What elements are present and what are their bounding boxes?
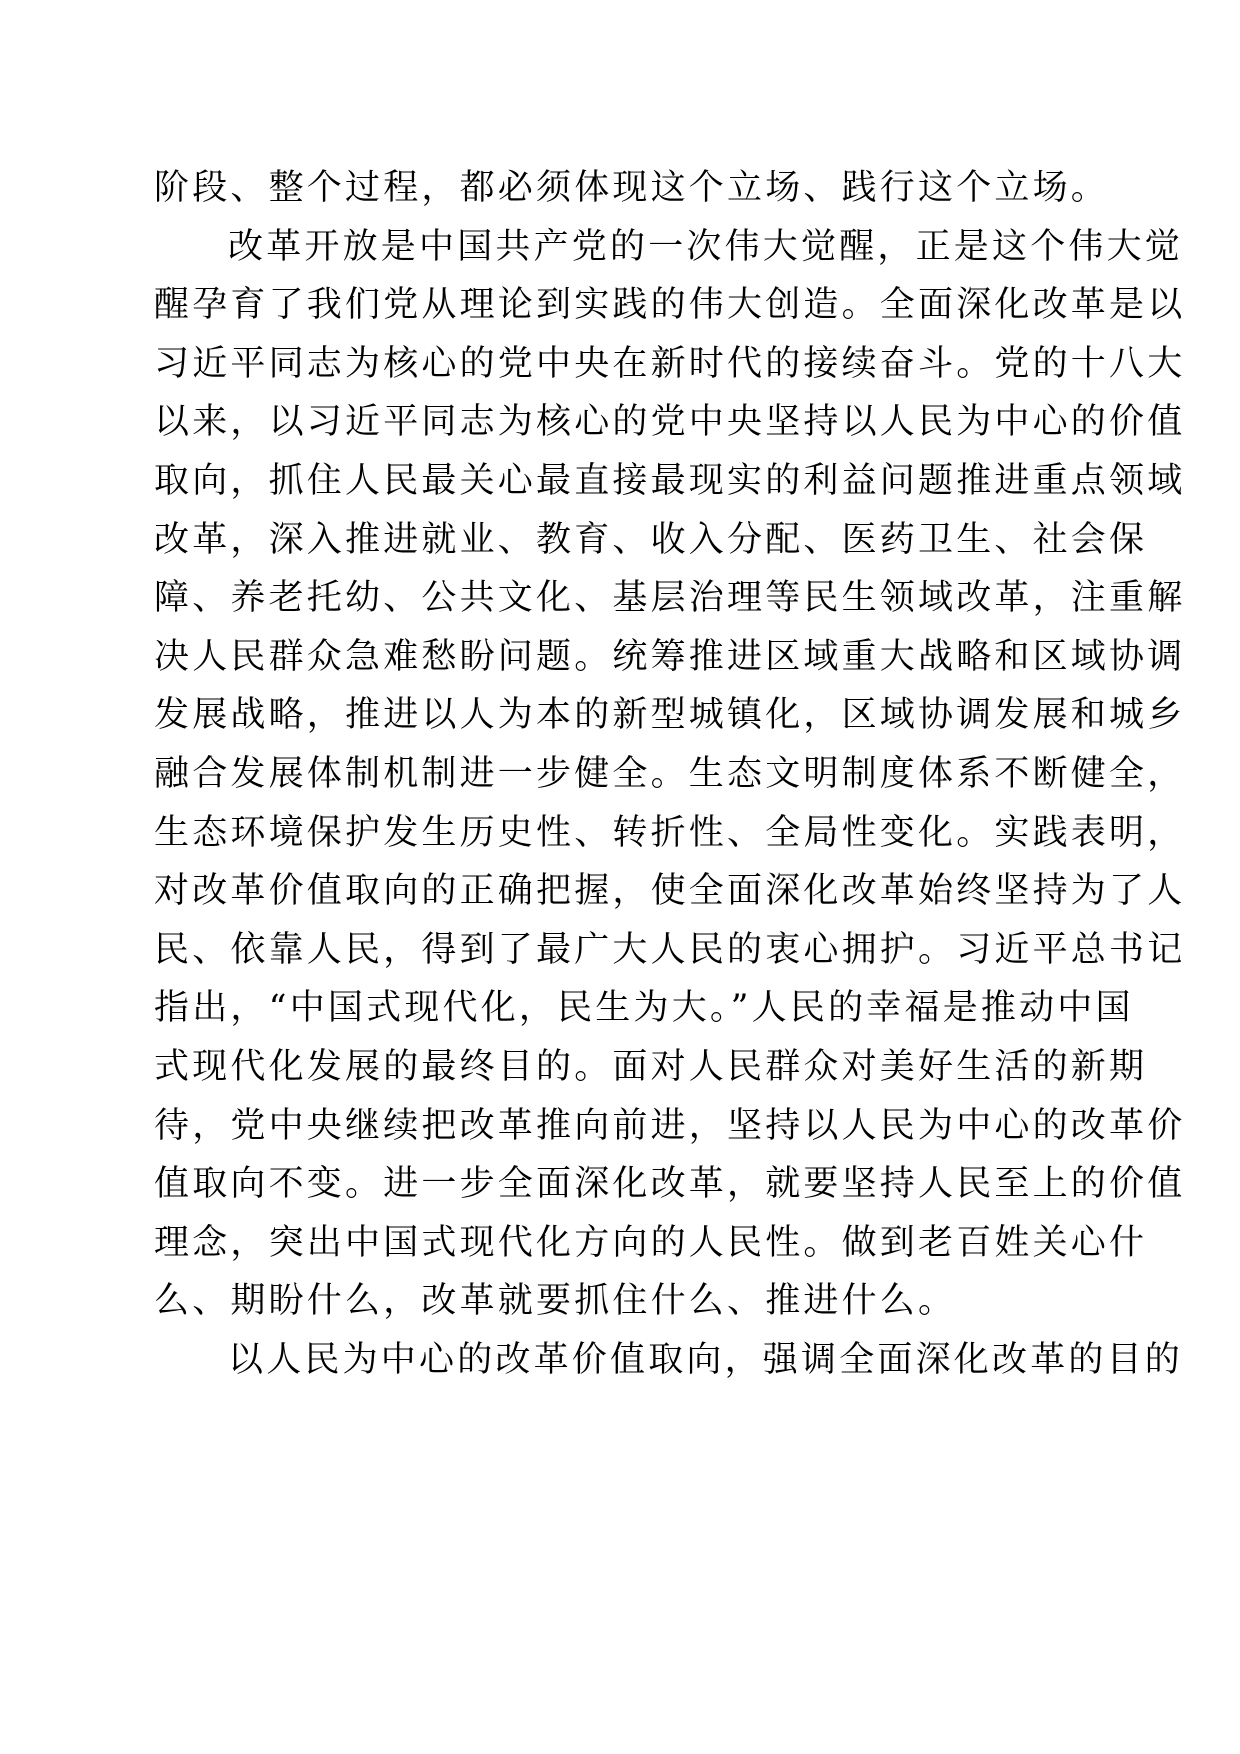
text-line: 值取向不变。进一步全面深化改革，就要坚持人民至上的价值 — [154, 1164, 1186, 1205]
text-line: 习近平同志为核心的党中央在新时代的接续奋斗。党的十八大 — [154, 343, 1186, 384]
text-line: 醒孕育了我们党从理论到实践的伟大创造。全面深化改革是以 — [154, 285, 1186, 326]
body-text — [154, 159, 1186, 1389]
text-line: 以人民为中心的改革价值取向，强调全面深化改革的目的 — [228, 1339, 1184, 1380]
text-line: 指出，“中国式现代化，民生为大。”人民的幸福是推动中国 — [154, 988, 1134, 1029]
text-line: 理念，突出中国式现代化方向的人民性。做到老百姓关心什 — [154, 1222, 1148, 1263]
text-line: 阶段、整个过程，都必须体现这个立场、践行这个立场。 — [154, 168, 1110, 208]
text-line: 民、依靠人民，得到了最广大人民的衷心拥护。习近平总书记 — [154, 929, 1186, 970]
text-line: 发展战略，推进以人为本的新型城镇化，区域协调发展和城乡 — [154, 695, 1186, 736]
text-line: 待，党中央继续把改革推向前进，坚持以人民为中心的改革价 — [154, 1105, 1186, 1146]
text-line: 改革，深入推进就业、教育、收入分配、医药卫生、社会保 — [154, 519, 1148, 560]
text-line: 改革开放是中国共产党的一次伟大觉醒，正是这个伟大觉 — [228, 226, 1184, 267]
text-line: 对改革价值取向的正确把握，使全面深化改革始终坚持为了人 — [154, 871, 1186, 912]
text-line: 么、期盼什么，改革就要抓住什么、推进什么。 — [154, 1281, 957, 1322]
text-line: 取向，抓住人民最关心最直接最现实的利益问题推进重点领域 — [154, 460, 1186, 501]
text-line: 障、养老托幼、公共文化、基层治理等民生领域改革，注重解 — [154, 578, 1186, 619]
text-line: 融合发展体制机制进一步健全。生态文明制度体系不断健全， — [154, 753, 1186, 794]
text-line: 以来，以习近平同志为核心的党中央坚持以人民为中心的价值 — [154, 402, 1186, 443]
text-line: 决人民群众急难愁盼问题。统筹推进区域重大战略和区域协调 — [154, 636, 1186, 677]
text-line: 生态环境保护发生历史性、转折性、全局性变化。实践表明， — [154, 812, 1186, 853]
text-line: 式现代化发展的最终目的。面对人民群众对美好生活的新期 — [154, 1046, 1148, 1087]
